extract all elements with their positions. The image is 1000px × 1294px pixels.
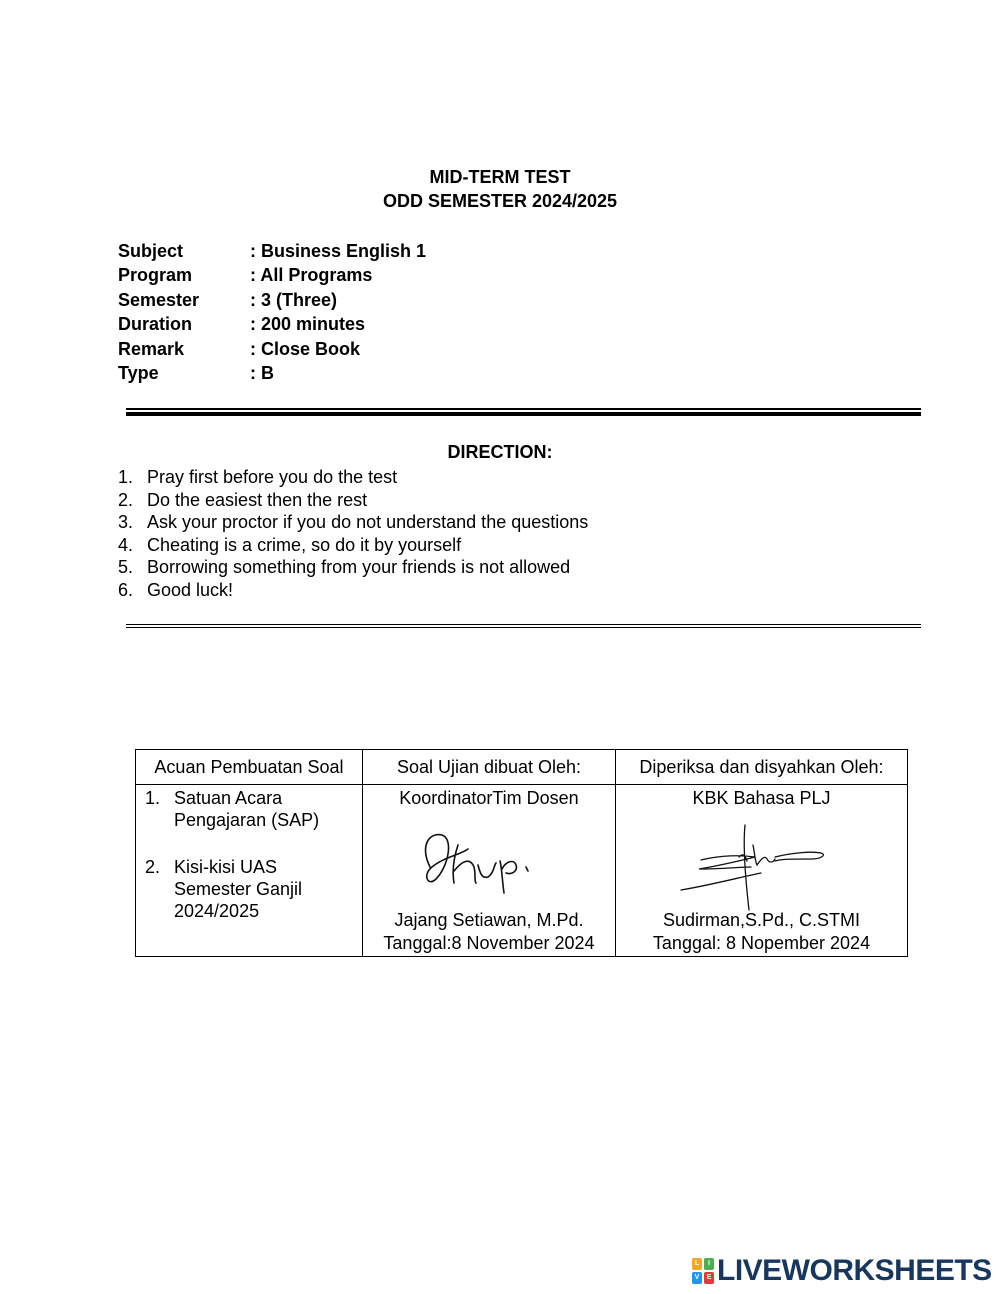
reference-line: Pengajaran (SAP): [174, 810, 320, 830]
info-row-program: [118, 263, 426, 287]
header-approver: Diperiksa dan disyahkan Oleh:: [639, 757, 884, 777]
approver-role: KBK Bahasa PLJ: [692, 788, 831, 808]
reference-line: Satuan Acara: [174, 788, 283, 808]
list-text: Cheating is a crime, so do it by yourself: [147, 534, 462, 555]
author-signature: [418, 827, 548, 897]
approver-cell: [616, 785, 908, 957]
info-label: Program: [118, 265, 193, 286]
info-label: Subject: [118, 241, 184, 261]
header-references: Acuan Pembuatan Soal: [154, 757, 344, 777]
info-value: : 200 minutes: [250, 314, 366, 335]
reference-number: 2.: [145, 857, 161, 877]
list-text: Good luck!: [147, 579, 234, 600]
header-cell: [363, 750, 616, 785]
author-name: Jajang Setiawan, M.Pd.: [394, 910, 584, 930]
double-divider: [126, 624, 921, 628]
list-number: 2.: [118, 489, 134, 510]
info-row-semester: [118, 288, 426, 312]
list-text: Ask your proctor if you do not understand the questions: [147, 512, 589, 533]
table-header-row: [136, 750, 908, 785]
direction-list: [118, 466, 588, 602]
liveworksheets-logo: [692, 1254, 992, 1288]
list-number: 3.: [118, 512, 134, 533]
info-value: : Business English 1: [250, 241, 427, 261]
approver-signature: [671, 815, 851, 915]
reference-item: [145, 856, 302, 922]
info-value: : All Programs: [250, 265, 373, 286]
list-text: Do the easiest then the rest: [147, 489, 368, 510]
author-role: KoordinatorTim Dosen: [399, 788, 579, 808]
list-item: [118, 489, 588, 512]
table-row: [136, 785, 908, 957]
list-item: [118, 556, 588, 579]
list-item: [118, 511, 588, 534]
info-row-remark: [118, 337, 426, 361]
info-label: Type: [118, 362, 159, 383]
direction-heading: DIRECTION:: [447, 442, 553, 462]
approver-name: Sudirman,S.Pd., C.STMI: [662, 910, 861, 930]
info-label: Semester: [118, 289, 200, 310]
info-value: : Close Book: [250, 338, 361, 359]
test-title: MID-TERM TEST: [429, 167, 571, 187]
reference-line: 2024/2025: [174, 901, 260, 921]
list-item: [118, 534, 588, 557]
reference-line: Kisi-kisi UAS: [174, 857, 278, 877]
list-number: 6.: [118, 579, 134, 600]
header-author: Soal Ujian dibuat Oleh:: [396, 757, 582, 777]
info-label: Remark: [118, 338, 185, 359]
exam-info: [118, 239, 426, 385]
references-cell: [136, 785, 363, 957]
logo-icon: L I V E: [692, 1258, 714, 1284]
info-row-subject: [118, 239, 426, 263]
info-value: : B: [250, 362, 274, 383]
reference-number: 1.: [145, 788, 161, 808]
author-date: Tanggal:8 November 2024: [383, 933, 595, 953]
list-item: [118, 466, 588, 489]
approver-date: Tanggal: 8 Nopember 2024: [652, 933, 871, 953]
list-number: 4.: [118, 534, 134, 555]
list-text: Borrowing something from your friends is not allowed: [147, 557, 571, 578]
info-row-duration: [118, 312, 426, 336]
logo-wordmark: LIVEWORKSHEETS: [717, 1254, 992, 1287]
header-cell: [616, 750, 908, 785]
signature-table: [135, 749, 908, 957]
thick-divider: [126, 408, 921, 416]
header-cell: [136, 750, 363, 785]
list-number: 1.: [118, 467, 134, 487]
info-row-type: [118, 361, 426, 385]
list-text: Pray first before you do the test: [147, 467, 398, 487]
author-cell: [363, 785, 616, 957]
reference-item: [145, 787, 319, 831]
info-value: : 3 (Three): [250, 289, 338, 310]
list-number: 5.: [118, 557, 134, 578]
semester-title: ODD SEMESTER 2024/2025: [382, 191, 618, 211]
list-item: [118, 579, 588, 602]
reference-line: Semester Ganjil: [174, 879, 303, 899]
info-label: Duration: [118, 314, 192, 335]
